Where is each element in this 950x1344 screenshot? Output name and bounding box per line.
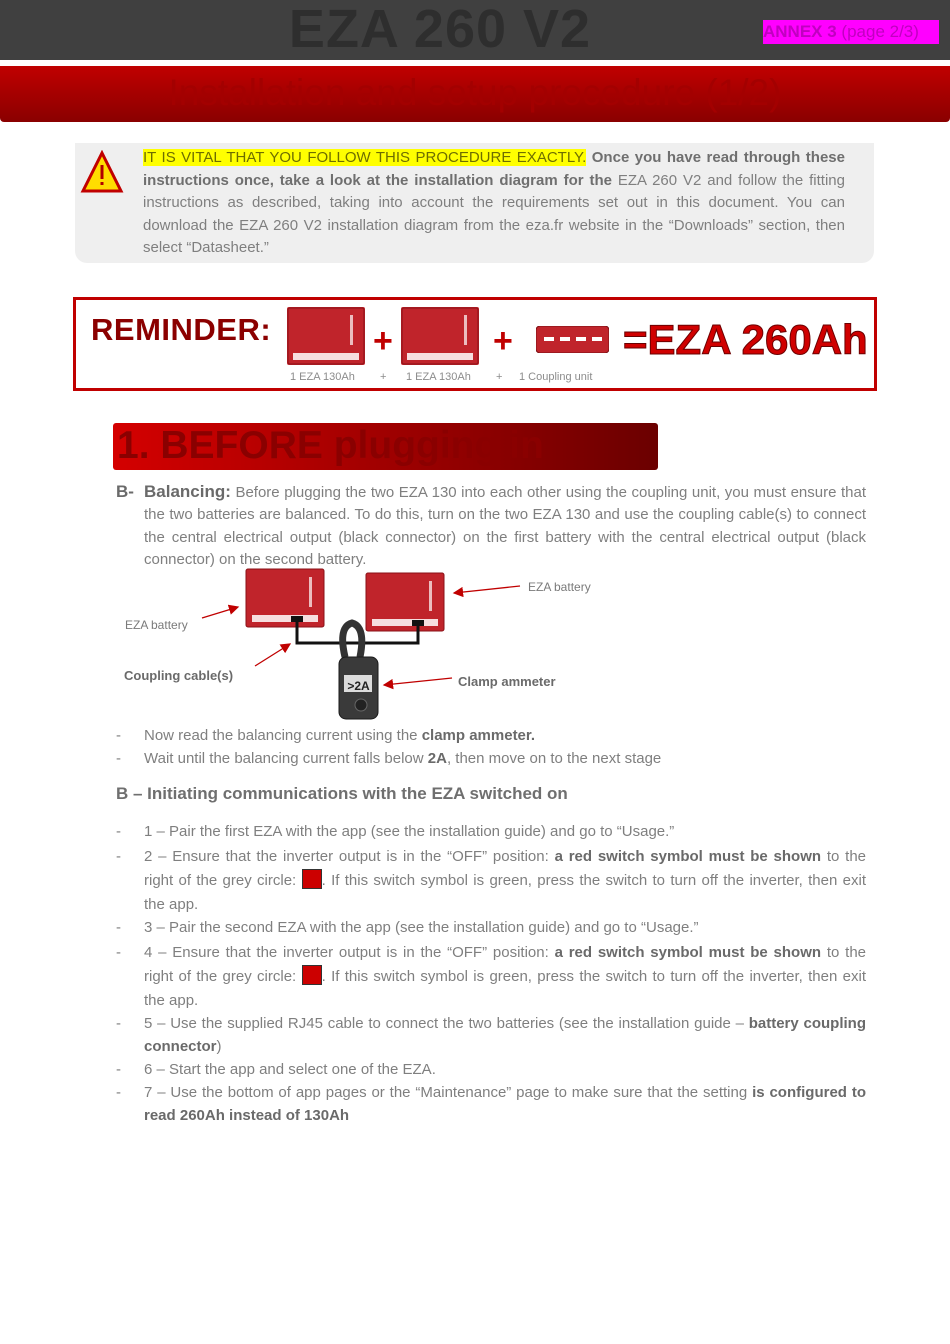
caption-battery-1: 1 EZA 130Ah: [290, 371, 355, 383]
caption-battery-2: 1 EZA 130Ah: [406, 371, 471, 383]
reminder-plus-1: +: [373, 322, 393, 360]
caption-plus-2: +: [496, 371, 503, 383]
battery-image-2: [401, 307, 479, 365]
caption-plus-1: +: [380, 371, 387, 383]
balancing-paragraph: [116, 481, 866, 569]
section-b-heading: B – Initiating communications with the EZA switched on: [116, 784, 568, 803]
label-battery-right: EZA battery: [528, 580, 591, 594]
annex-badge: [763, 20, 939, 44]
label-battery-left: EZA battery: [125, 618, 188, 632]
page-subtitle: Installation and setup procedure (1/2): [168, 72, 782, 113]
warning-triangle-icon: [80, 150, 124, 194]
annex-label: ANNEX 3: [763, 22, 837, 41]
balancing-prefix: B-: [116, 482, 134, 501]
page-title: EZA 260 V2: [288, 0, 592, 59]
list-item: - 6 – Start the app and select one of the EZA.: [116, 1061, 436, 1078]
balancing-text: Before plugging the two EZA 130 into each other using the coupling unit, you must ensure that the two batteries are balanced. To do this, turn on the two EZA 130 and use the coupling cable(s) to connect the central electrical output (black connector) on the first battery with the central electrical output (black connector) on the second battery.: [144, 484, 866, 569]
battery-image-1: [287, 307, 365, 365]
list-item: - 7 – Use the bottom of app pages or the “Maintenance” page to make sure that the setting is configured to read 260Ah instead of 130Ah: [116, 1084, 866, 1124]
label-clamp-ammeter: Clamp ammeter: [458, 674, 556, 689]
list-item: - 3 – Pair the second EZA with the app (see the installation guide) and go to “Usage.”: [116, 919, 699, 936]
label-coupling-cable: Coupling cable(s): [124, 668, 234, 683]
list-item: - 1 – Pair the first EZA with the app (see the installation guide) and go to “Usage.”: [116, 823, 675, 840]
warning-bold: Once you have read through these instructions once, take a look at the installation diagram for the: [143, 149, 845, 189]
list-item: - Now read the balancing current using the clamp ammeter.: [116, 727, 536, 744]
warning-highlight: IT IS VITAL THAT YOU FOLLOW THIS PROCEDURE EXACTLY.: [143, 149, 587, 166]
balancing-lead: Balancing:: [144, 482, 231, 501]
reminder-plus-2: +: [493, 322, 513, 360]
annex-page: (page 2/3): [841, 22, 919, 41]
clamp-ammeter-image: [339, 623, 378, 719]
battery-left-image: [246, 569, 324, 627]
header-divider: [0, 62, 950, 65]
balancing-body: [144, 481, 866, 572]
power-switch-icon: [302, 965, 322, 985]
list-item: - 2 – Ensure that the inverter output is in the “OFF” position: a red switch symbol must be shown to the right of the grey circle: . If this switch symbol is green, press the switch to turn off the inverter, then exit the app.: [116, 848, 867, 913]
ammeter-readout: >2A: [347, 679, 370, 693]
section-heading: 1. BEFORE plugging in: [117, 424, 544, 467]
coupling-unit-image: [536, 326, 609, 353]
warning-text: [143, 147, 845, 260]
reminder-result: =EZA 260Ah: [623, 316, 868, 363]
warning-rest: EZA 260 V2 and follow the fitting instructions as described, taking into account the requirements set out in this document. You can download the EZA 260 V2 installation diagram from the eza.fr website in the “Downloads” section, then select “Datasheet.”: [143, 171, 845, 257]
caption-coupling: 1 Coupling unit: [519, 371, 593, 383]
list-item: - 4 – Ensure that the inverter output is in the “OFF” position: a red switch symbol must be shown to the right of the grey circle: . If this switch symbol is green, press the switch to turn off the inverter, then exit the app.: [116, 944, 867, 1009]
battery-right-image: [366, 573, 444, 631]
list-item: - Wait until the balancing current falls below 2A, then move on to the next stage: [116, 750, 662, 767]
power-switch-icon: [302, 869, 322, 889]
reminder-label: REMINDER:: [91, 312, 272, 347]
list-item: - 5 – Use the supplied RJ45 cable to connect the two batteries (see the installation guide – battery coupling connector): [116, 1015, 866, 1055]
